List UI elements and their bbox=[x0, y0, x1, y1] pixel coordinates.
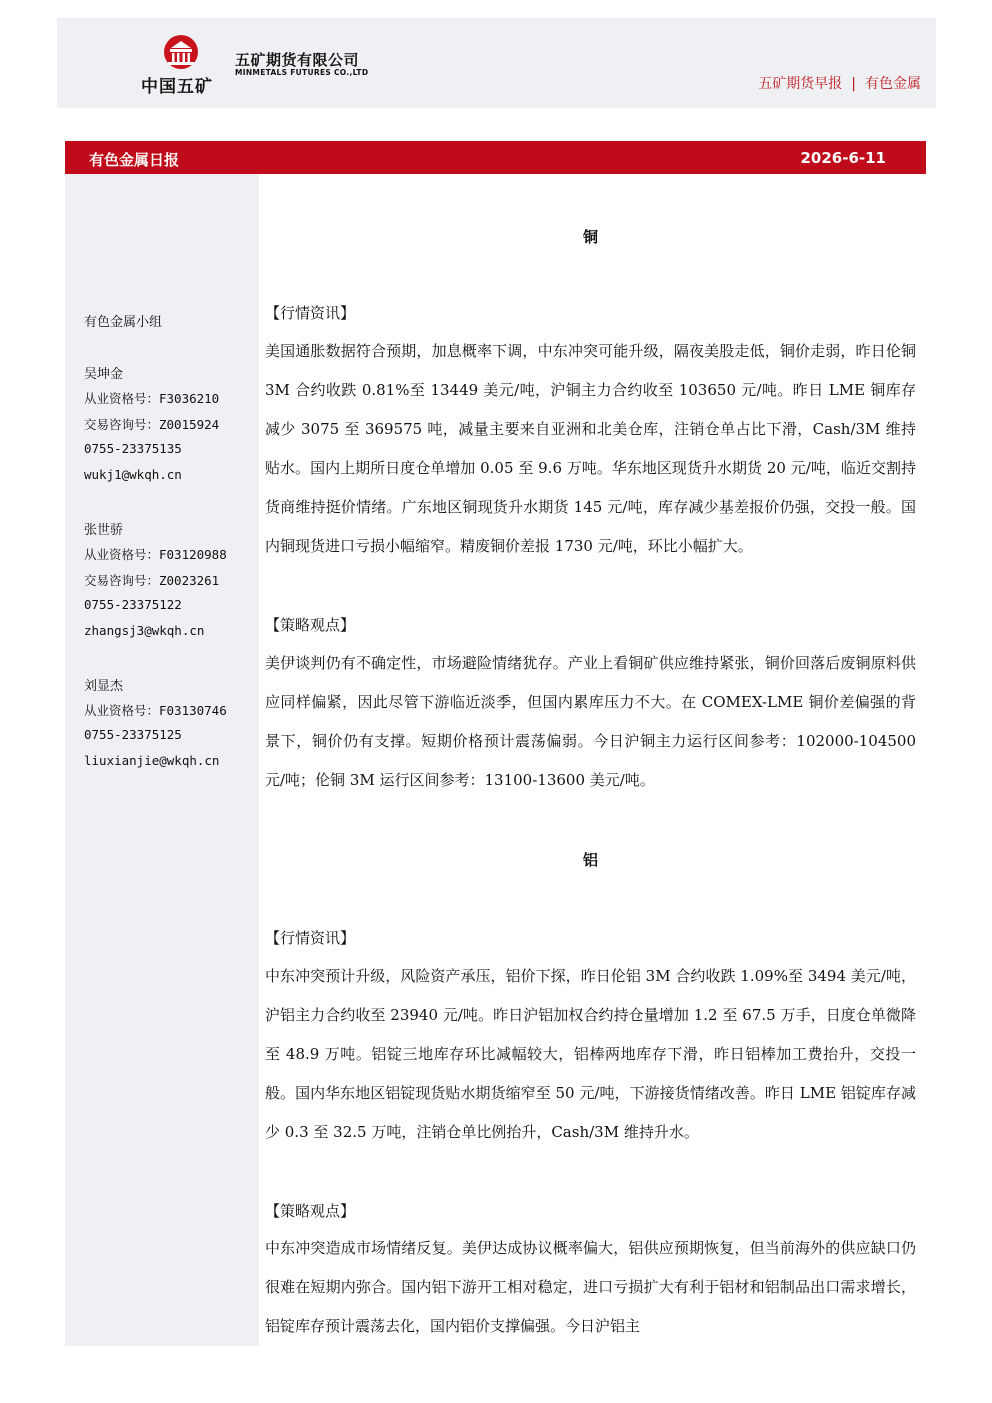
copper-news-paragraph: 美国通胀数据符合预期，加息概率下调，中东冲突可能升级，隔夜美股走低，铜价走弱，昨日伦铜 3M 合约收跌 0.81%至 13449 美元/吨，沪铜主力合约收至 103650 元/吨。昨日 LME 铜库存减少 3075 至 369575 吨，减量主要来自亚洲和北美仓库，注销仓单占比下滑，Cash/3M 维持贴水。国内上期所日度仓单增加 0.05 至 9.6 万吨。华东地区现货升水期货 20 元/吨，临近交割持货商维持挺价情绪。广东地区铜现货升水期货 145 元/吨，库存减少基差报价仍强，交投一般。国内铜现货进口亏损小幅缩窄。精废铜价差报 1730 元/吨，环比小幅扩大。 bbox=[265, 342, 916, 555]
copper-strategy-paragraph: 美伊谈判仍有不确定性，市场避险情绪犹存。产业上看铜矿供应维持紧张，铜价回落后废铜原料供应同样偏紧，因此尽管下游临近淡季，但国内累库压力不大。在 COMEX-LME 铜价差偏强的背景下，铜价仍有支撑。短期价格预计震荡偏弱。今日沪铜主力运行区间参考：102000-104500 元/吨；伦铜 3M 运行区间参考：13100-13600 美元/吨。 bbox=[265, 654, 916, 789]
report-title-bar bbox=[65, 141, 926, 174]
news-label: 【行情资讯】 bbox=[265, 304, 356, 322]
team-name: 有色金属小组 bbox=[84, 315, 163, 330]
minmetals-logo-icon bbox=[163, 34, 199, 70]
analyst-email: zhangsj3@wkqh.cn bbox=[84, 623, 205, 638]
analyst-name: 刘显杰 bbox=[84, 679, 124, 694]
aluminum-news-paragraph: 中东冲突预计升级，风险资产承压，铝价下探，昨日伦铝 3M 合约收跌 1.09%至 3494 美元/吨，沪铝主力合约收至 23940 元/吨。昨日沪铝加权合约持仓量增加 1.2 至 67.5 万手，日度仓单微降至 48.9 万吨。铝锭三地库存环比减幅较大，铝棒两地库存下滑，昨日铝棒加工费抬升，交投一般。国内华东地区铝锭现货贴水期货缩窄至 50 元/吨，下游接货情绪改善。昨日 LME 铝锭库存减少 0.3 至 32.5 万吨，注销仓单比例抬升，Cash/3M 维持升水。 bbox=[265, 967, 916, 1141]
company-name-cn: 五矿期货有限公司 bbox=[235, 51, 360, 69]
analyst-qualification: 从业资格号：F03130746 bbox=[84, 703, 227, 718]
report-title: 有色金属日报 bbox=[89, 151, 180, 169]
report-type: 五矿期货早报 bbox=[758, 76, 843, 92]
analyst-qualification: 从业资格号：F03120988 bbox=[84, 547, 227, 562]
analyst-email: liuxianjie@wkqh.cn bbox=[84, 753, 220, 768]
section-title-copper: 铜 bbox=[582, 228, 598, 246]
analyst-phone: 0755-23375135 bbox=[84, 441, 182, 456]
analyst-name: 吴坤金 bbox=[84, 367, 124, 382]
analyst-qualification: 从业资格号：F3036210 bbox=[84, 391, 220, 406]
logo-text: 中国五矿 bbox=[141, 77, 213, 97]
analyst-consult-number: 交易咨询号：Z0015924 bbox=[84, 417, 220, 432]
analyst-phone: 0755-23375125 bbox=[84, 727, 182, 742]
news-label: 【行情资讯】 bbox=[265, 929, 356, 947]
strategy-label: 【策略观点】 bbox=[265, 616, 356, 634]
header-breadcrumb bbox=[758, 73, 921, 93]
aluminum-strategy-paragraph: 中东冲突造成市场情绪反复。美伊达成协议概率偏大，铝供应预期恢复，但当前海外的供应缺口仍很难在短期内弥合。国内铝下游开工相对稳定，进口亏损扩大有利于铝材和铝制品出口需求增长，铝锭库存预计震荡去化，国内铝价支撑偏强。今日沪铝主 bbox=[265, 1239, 916, 1335]
report-category: 有色金属 bbox=[865, 76, 921, 92]
analyst-phone: 0755-23375122 bbox=[84, 597, 182, 612]
strategy-label: 【策略观点】 bbox=[265, 1202, 356, 1220]
analyst-consult-number: 交易咨询号：Z0023261 bbox=[84, 573, 220, 588]
breadcrumb-separator: | bbox=[851, 76, 856, 92]
analyst-name: 张世骄 bbox=[84, 523, 124, 538]
report-date: 2026-6-11 bbox=[800, 149, 886, 167]
section-title-aluminum: 铝 bbox=[582, 851, 598, 869]
analyst-email: wukj1@wkqh.cn bbox=[84, 467, 182, 482]
company-name-en: MINMETALS FUTURES CO.,LTD bbox=[235, 68, 369, 77]
